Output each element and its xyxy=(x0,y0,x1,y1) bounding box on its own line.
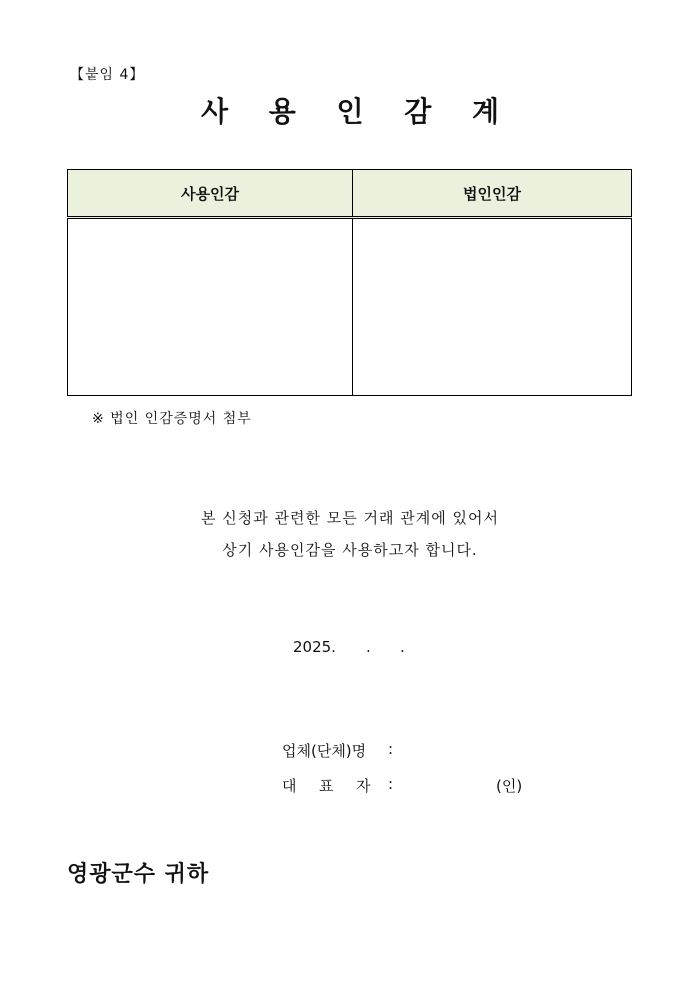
title-char: 용 xyxy=(268,95,296,128)
representative-label xyxy=(282,775,393,796)
attachment-label: 【붙임 4】 xyxy=(70,67,145,83)
title-char: 계 xyxy=(471,95,500,128)
date-day-dot: . xyxy=(400,638,405,656)
rep-char: 대 xyxy=(282,777,297,795)
header-corporate-seal: 법인인감 xyxy=(353,170,632,218)
date-month-dot: . xyxy=(366,638,371,656)
title-char: 사 xyxy=(200,95,229,128)
rep-char: 자 xyxy=(356,777,371,795)
title-char: 인 xyxy=(336,95,364,128)
statement-line-1: 본 신청과 관련한 모든 거래 관계에 있어서 xyxy=(201,509,499,527)
statement-line-2: 상기 사용인감을 사용하고자 합니다. xyxy=(222,541,478,559)
corporate-seal-box xyxy=(353,218,632,396)
rep-char: 표 xyxy=(319,777,334,795)
addressee: 영광군수 귀하 xyxy=(67,862,210,887)
seal-mark: (인) xyxy=(496,777,523,795)
seal-table xyxy=(67,169,632,396)
document-title xyxy=(0,90,700,130)
attachment-note: ※ 법인 인감증명서 첨부 xyxy=(92,411,252,427)
title-char: 감 xyxy=(404,95,432,128)
seal-table-body-row xyxy=(68,218,632,396)
representative-colon: : xyxy=(388,775,394,793)
header-usage-seal: 사용인감 xyxy=(68,170,353,218)
seal-table-header-row xyxy=(68,170,632,218)
date-year: 2025. xyxy=(293,638,336,656)
date-line xyxy=(293,638,405,656)
usage-seal-box xyxy=(68,218,353,396)
company-name-label: 업체(단체)명 xyxy=(282,742,367,760)
company-name-colon: : xyxy=(388,740,394,758)
